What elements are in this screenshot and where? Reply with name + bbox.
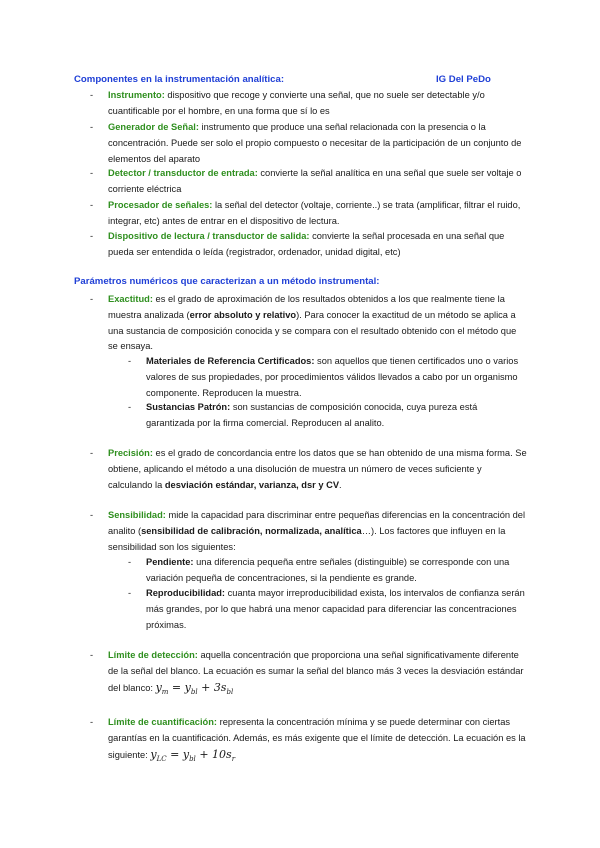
term-limite-deteccion: Límite de detección: <box>108 650 198 660</box>
definition-exactitud-bold: error absoluto y relativo <box>189 309 297 320</box>
list-item-detector <box>108 166 528 198</box>
definition-pendiente: una diferencia pequeña entre señales (distinguible) se corresponde con una variación pequeña de concentraciones, si la pendiente es grande. <box>146 557 510 583</box>
term-dispositivo-lectura: Dispositivo de lectura / transductor de salida: <box>108 231 310 241</box>
term-sustancias-patron: Sustancias Patrón: <box>146 402 231 412</box>
section-title-componentes: Componentes en la instrumentación analítica: <box>74 74 285 85</box>
definition-sensibilidad-b: …). Los factores que influyen en la sensibilidad son los siguientes: <box>108 525 506 552</box>
definition-limite-deteccion: aquella concentración que proporciona una señal significativamente diferente de la señal del blanco. La ecuación es sumar la señal del blanco más 3 veces la desviación estándar del blanco: <box>108 650 524 693</box>
definition-exactitud-b: ). Para conocer la exactitud de un método se aplica a una sustancia de composición conocida y se compara con el resultado obtenido con el método que se ensaya. <box>108 309 517 352</box>
list-item-generador <box>108 120 528 167</box>
term-generador: Generador de Señal: <box>108 122 199 132</box>
author-tag: IG Del PeDo <box>436 74 491 85</box>
definition-sustancias-patron: son sustancias de composición conocida, cuya pureza está garantizada por la firma comercial. Reproducen al analito. <box>146 402 478 428</box>
bullet-dash: - <box>90 122 94 132</box>
definition-detector: convierte la señal analítica en una señal que suele ser voltaje o corriente eléctrica <box>108 168 522 194</box>
term-exactitud: Exactitud: <box>108 294 153 304</box>
term-materiales-referencia: Materiales de Referencia Certificados: <box>146 356 315 366</box>
list-item-instrumento <box>108 88 528 120</box>
sub-item-pendiente <box>146 555 528 587</box>
sub-item-sustancias-patron <box>146 400 528 432</box>
definition-exactitud-a: es el grado de aproximación de los resultados obtenidos a los que realmente tiene la muestra analizada ( <box>108 294 505 320</box>
list-item-limite-cuantificacion <box>108 715 528 768</box>
equation-limite-deteccion: $y_m = y_{bl} + 3s_{bl}$ <box>155 680 234 696</box>
definition-precision-a: es el grado de concordancia entre los datos que se han obtenido de una misma forma. Se obtiene, aplicando el método a una disolución de muestra un número de veces suficiente y calculando la <box>108 448 527 490</box>
definition-dispositivo-lectura: convierte la señal procesada en una señal que pueda ser entendida o leída (registrador, ordenador, unidad digital, etc) <box>108 231 505 257</box>
definition-reproducibilidad: cuanta mayor irreproducibilidad exista, los intervalos de confianza serán más grandes, por lo que habrá una menor capacidad para diferenciar las concentraciones próximas. <box>146 588 525 630</box>
bullet-dash: - <box>90 294 94 304</box>
list-item-procesador <box>108 198 528 230</box>
bullet-dash: - <box>90 200 94 210</box>
definition-generador: instrumento que produce una señal relacionada con la presencia o la concentración. Puede ser solo el propio compuesto o necesitar de la participación de un conjunto de elementos del aparato <box>108 122 522 164</box>
definition-materiales-referencia: son aquellos que tienen certificados uno o varios valores de sus propiedades, por procedimientos válidos llevados a cabo por un organismo componente. Reproducen la muestra. <box>146 356 519 398</box>
sub-bullet-dash: - <box>128 588 132 598</box>
bullet-dash: - <box>90 510 94 520</box>
term-reproducibilidad: Reproducibilidad: <box>146 588 226 598</box>
list-item-exactitud <box>108 292 528 355</box>
definition-instrumento: dispositivo que recoge y convierte una señal, que no suele ser detectable y/o cuantificable por el hombre, en una forma que sí lo es <box>108 90 485 116</box>
definition-sensibilidad-a: mide la capacidad para discriminar entre pequeñas diferencias en la concentración del analito ( <box>108 510 526 536</box>
bullet-dash: - <box>90 650 94 660</box>
section-title-parametros: Parámetros numéricos que caracterizan a un método instrumental: <box>74 276 380 287</box>
bullet-dash: - <box>90 717 94 727</box>
sub-bullet-dash: - <box>128 356 132 366</box>
bullet-dash: - <box>90 90 94 100</box>
definition-sensibilidad-bold: sensibilidad de calibración, normalizada, analítica <box>141 525 362 536</box>
bullet-dash: - <box>90 448 94 458</box>
bullet-dash: - <box>90 231 94 241</box>
sub-bullet-dash: - <box>128 557 132 567</box>
definition-precision-b: . <box>339 479 342 490</box>
definition-limite-cuantificacion: representa la concentración mínima y se puede determinar con ciertas garantías en la cuantificación. Además, es más exigente que el límite de detección. La ecuación es la siguiente: <box>108 717 526 760</box>
term-sensibilidad: Sensibilidad: <box>108 510 166 520</box>
sub-item-reproducibilidad <box>146 586 528 633</box>
term-detector: Detector / transductor de entrada: <box>108 168 258 178</box>
term-precision: Precisión: <box>108 448 153 458</box>
equation-limite-cuantificacion: $y_{LC} = y_{bl} + 10s_r$ <box>150 747 236 763</box>
sub-bullet-dash: - <box>128 402 132 412</box>
bullet-dash: - <box>90 168 94 178</box>
term-instrumento: Instrumento: <box>108 90 165 100</box>
definition-procesador: la señal del detector (voltaje, corriente..) se trata (amplificar, filtrar el ruido, integrar, etc) antes de entrar en el dispositivo de lectura. <box>108 200 521 226</box>
term-limite-cuantificacion: Límite de cuantificación: <box>108 717 217 727</box>
list-item-sensibilidad <box>108 508 528 555</box>
definition-precision-bold: desviación estándar, varianza, dsr y CV <box>164 479 340 490</box>
term-procesador: Procesador de señales: <box>108 200 213 210</box>
term-pendiente: Pendiente: <box>146 557 194 567</box>
list-item-limite-deteccion <box>108 648 528 701</box>
sub-item-materiales-referencia <box>146 354 528 401</box>
list-item-precision <box>108 446 528 493</box>
list-item-dispositivo-lectura <box>108 229 528 261</box>
